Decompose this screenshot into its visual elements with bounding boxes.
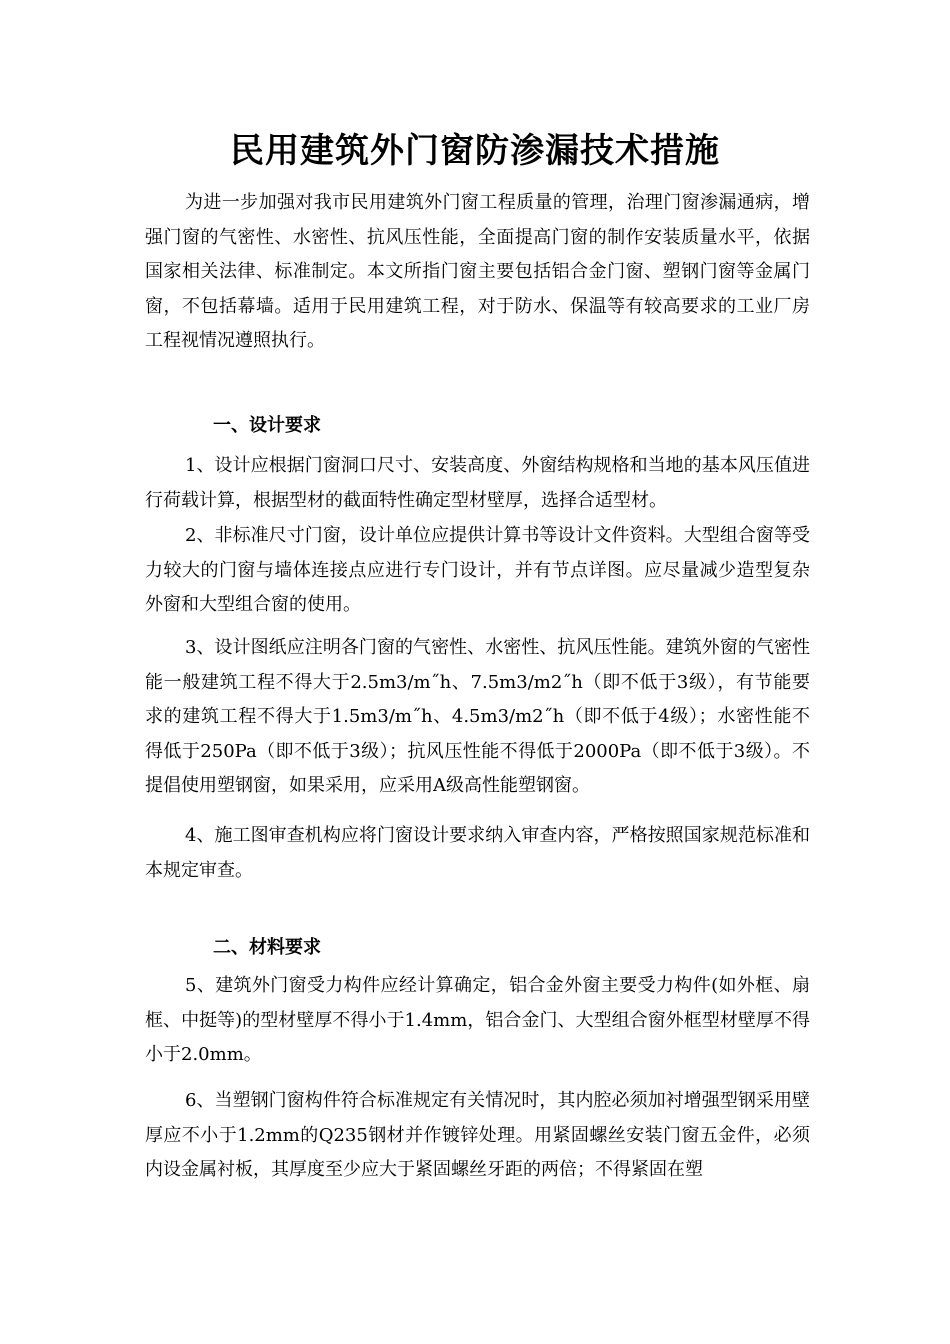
design-item-1: 1、设计应根据门窗洞口尺寸、安装高度、外窗结构规格和当地的基本风压值进行荷载计算，根据型材的截面特性确定型材壁厚，选择合适型材。 [145, 455, 810, 511]
section-heading-design: 一、设计要求 [213, 415, 321, 436]
design-item-3: 3、设计图纸应注明各门窗的气密性、水密性、抗风压性能。建筑外窗的气密性能一般建筑工程不得大于2.5m3/m˝h、7.5m3/m2˝h（即不低于3级），有节能要求的建筑工程不得大于1.5m3/m˝h、4.5m3/m2˝h（即不低于4级）；水密性能不得低于250Pa（即不低于3级）；抗风压性能不得低于2000Pa（即不低于3级）。不提倡使用塑钢窗，如果采用，应采用A级高性能塑钢窗。 [145, 637, 810, 796]
intro-paragraph: 为进一步加强对我市民用建筑外门窗工程质量的管理，治理门窗渗漏通病，增强门窗的气密性、水密性、抗风压性能，全面提高门窗的制作安装质量水平，依据国家相关法律、标准制定。本文所指门窗主要包括铝合金门窗、塑钢门窗等金属门窗，不包括幕墙。适用于民用建筑工程，对于防水、保温等有较高要求的工业厂房工程视情况遵照执行。 [145, 192, 810, 351]
design-item-4: 4、施工图审查机构应将门窗设计要求纳入审查内容，严格按照国家规范标准和本规定审查。 [145, 825, 810, 881]
design-item-2: 2、非标准尺寸门窗，设计单位应提供计算书等设计文件资料。大型组合窗等受力较大的门窗与墙体连接点应进行专门设计，并有节点详图。应尽量减少造型复杂外窗和大型组合窗的使用。 [145, 525, 810, 615]
materials-item-5: 5、建筑外门窗受力构件应经计算确定，铝合金外窗主要受力构件(如外框、扇框、中挺等)的型材壁厚不得小于1.4mm，铝合金门、大型组合窗外框型材壁厚不得小于2.0mm。 [145, 975, 810, 1065]
document-title: 民用建筑外门窗防渗漏技术措施 [230, 131, 720, 171]
section-heading-materials: 二、材料要求 [213, 937, 321, 958]
materials-item-6: 6、当塑钢门窗构件符合标准规定有关情况时，其内腔必须加衬增强型钢采用壁厚应不小于1.2mm的Q235钢材并作镀锌处理。用紧固螺丝安装门窗五金件，必须内设金属衬板，其厚度至少应大于紧固螺丝牙距的两倍；不得紧固在塑 [145, 1090, 810, 1180]
